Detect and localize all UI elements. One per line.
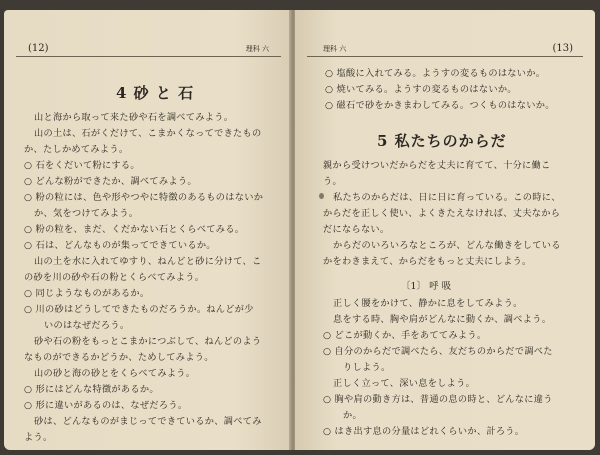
text-line: 正しく立って、深い息をしよう。 — [333, 378, 476, 389]
left-page-number: (12) — [28, 43, 49, 54]
text-line: ○ 形に違いがあるのは、なぜだろう。 — [24, 400, 188, 411]
text-line: ○ 粉の粒には、色や形やつやに特徴のあるものはないか — [24, 192, 264, 203]
left-header — [16, 42, 281, 57]
left-page — [4, 10, 293, 450]
text-line: りしよう。 — [343, 362, 391, 373]
text-line: からだのいろいろなところが、どんな働きをしている — [333, 240, 561, 251]
text-line: 山の土は、石がくだけて、こまかくなってできたもの — [34, 128, 262, 139]
text-line: ○ 塩酸に入れてみる。ようすの変るものはないか。 — [325, 68, 546, 79]
text-line: ○ 磁石で砂をかきまわしてみる。つくものはないか。 — [325, 100, 555, 111]
ink-blot — [319, 193, 324, 199]
right-header — [307, 42, 583, 57]
text-line: 山の砂と海の砂とをくらべてみよう。 — [34, 368, 196, 379]
text-line: 山と海から取って来た砂や石を調べてみよう。 — [34, 112, 234, 123]
text-line: 砂は、どんなものがまじってできているか、調べてみ — [34, 416, 262, 427]
text-line: か、たしかめてみよう。 — [24, 144, 129, 155]
text-line: ○ 胸や肩の動き方は、普通の息の時と、どんなに違う — [323, 394, 553, 405]
chapter-title-our-bodies: 5 私たちのからだ — [377, 132, 507, 150]
left-running-head: 理科 六 — [245, 45, 269, 53]
text-line: の砂を川の砂や石の粉とくらべてみよう。 — [24, 272, 205, 283]
text-line: よう。 — [24, 432, 53, 443]
text-line: ○ 粉の粒を、まだ、くだかない石とくらべてみる。 — [24, 224, 245, 235]
text-line: 親から受けついだからだを丈夫に育てて、十分に働こ — [323, 160, 551, 171]
text-line: 正しく腰をかけて、静かに息をしてみよう。 — [333, 298, 523, 309]
text-line: ○ 自分のからだで調べたら、友だちのからだで調べた — [323, 346, 553, 357]
text-line: ○ 同じようなものがあるか。 — [24, 288, 150, 299]
text-line: う。 — [323, 176, 342, 187]
text-line: ○ 形にはどんな特徴があるか。 — [24, 384, 159, 395]
text-line: かをわきまえて、からだをもっと丈夫にしよう。 — [323, 256, 532, 267]
text-line: か。 — [343, 410, 362, 421]
text-line: ○ 焼いてみる。ようすの変るものはないか。 — [325, 84, 517, 95]
chapter-title-sand-and-stone: 4 砂 と 石 — [116, 84, 195, 102]
text-line: ○ どんな粉ができたか、調べてみよう。 — [24, 176, 197, 187]
section-title-breathing: 〔1〕 呼 吸 — [401, 281, 452, 292]
right-running-head: 理科 六 — [323, 45, 347, 53]
text-line: ○ 石は、どんなものが集ってできているか。 — [24, 240, 216, 251]
text-line: いのはなぜだろう。 — [44, 320, 130, 331]
right-page — [295, 10, 595, 450]
text-line: か、気をつけてみよう。 — [34, 208, 139, 219]
text-line: 私たちのからだは、日に日に育っている。この時に、 — [333, 192, 561, 203]
right-page-number: (13) — [552, 43, 573, 54]
text-line: ○ はき出す息の分量はどれくらいか、計ろう。 — [323, 426, 525, 437]
text-line: ○ 川の砂はどうしてできたものだろうか。ねんどが少 — [24, 304, 254, 315]
text-line: 砂や石の粉をもっとこまかにつぶして、ねんどのよう — [34, 336, 262, 347]
text-line: なものができるかどうか、ためしてみよう。 — [24, 352, 214, 363]
text-line: 山の土を水に入れてゆすり、ねんどと砂に分けて、こ — [34, 256, 262, 267]
text-line: 息をする時、胸や肩がどんなに動くか、調べよう。 — [333, 314, 552, 325]
text-line: だにならない。 — [323, 224, 390, 235]
text-line: ○ 石をくだいて粉にする。 — [24, 160, 140, 171]
text-line: からだを正しく使い、よくきたえなければ、丈夫なから — [323, 208, 561, 219]
text-line: ○ どこが動くか、手をあててみよう。 — [323, 330, 487, 341]
